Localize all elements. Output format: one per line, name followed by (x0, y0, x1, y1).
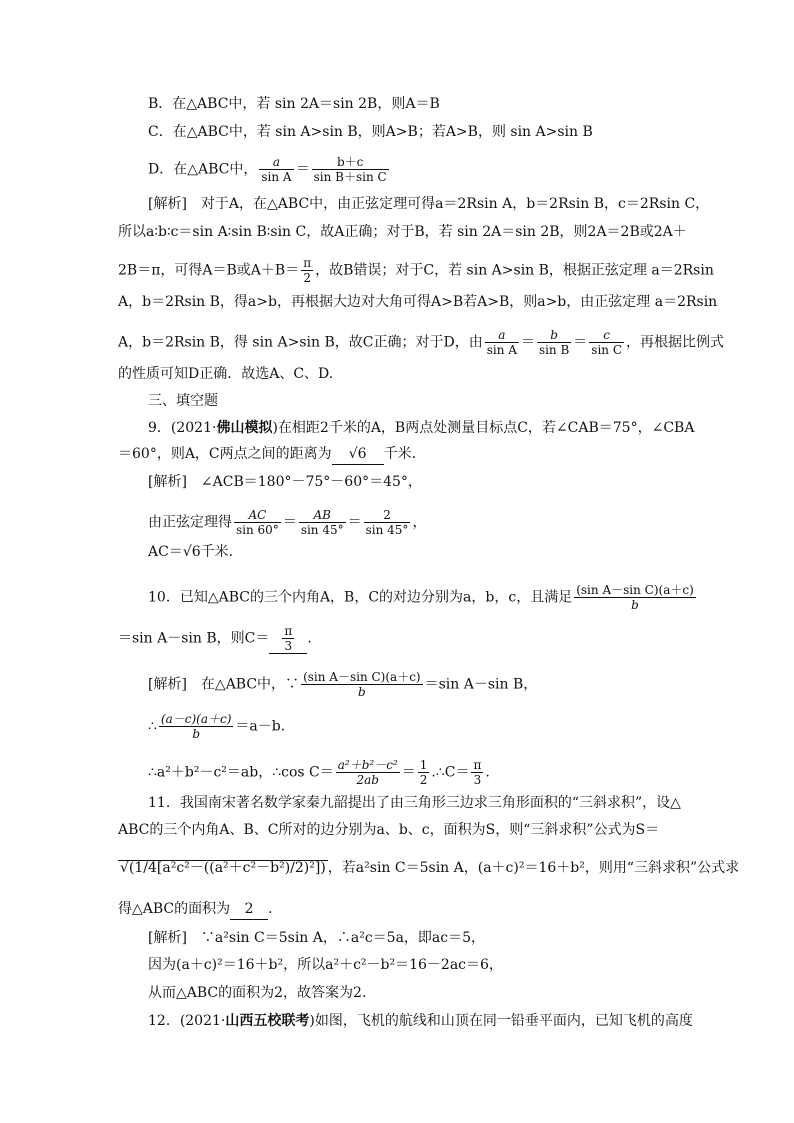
option-c: C．在△ABC中，若 sin A>sin B，则A>B；若A>B，则 sin A>sin B (148, 124, 593, 140)
text: [解析] 在△ABC中，∵ (148, 676, 300, 693)
fraction (485, 328, 519, 357)
fraction-denominator: sin C (591, 343, 623, 357)
fraction-numerator: (sin A－sin C)(a＋c) (576, 583, 694, 597)
text: ∴a²＋b²－c²＝ab，∴cos C＝ (148, 764, 334, 781)
text: A，b＝2Rsin B，得 sin A>sin B，故C正确；对于D，由 (118, 334, 483, 351)
fraction (301, 256, 313, 285)
fraction-denominator: sin A (261, 170, 292, 184)
question-11-line-1: 11．我国南宋著名数学家秦九韶提出了由三角形三边求三角形面积的“三斜求积”，设△ (148, 795, 681, 811)
three-oblique-formula: √(1/4[a²c²－((a²＋c²－b²)/2)²]) (120, 860, 326, 876)
source-label: 山西五校联考 (225, 1013, 310, 1029)
solution-9-line-2: 由正弦定理得 $\frac{AC}{\sin 60^\circ}$ ＝ $\frac{AB}{\sin 45^\circ}$ ＝ $\frac{2}{\sin 45^\circ}$ ， (148, 508, 427, 537)
question-12-line-1 (148, 1011, 693, 1031)
answer-blank: 2 (230, 899, 268, 920)
fraction (234, 508, 281, 537)
fraction-numerator: b (537, 328, 571, 343)
fraction-denominator: sin A (486, 343, 517, 357)
solution-8-line-6: 的性质可知D正确．故选A、C、D. (118, 366, 334, 382)
fraction-denominator: sin B (538, 343, 570, 357)
fraction (282, 624, 294, 653)
fraction-numerator: a²＋b²－c² (337, 758, 398, 772)
answer-blank (269, 624, 307, 654)
solution-8-line-3 (118, 256, 714, 285)
fraction (336, 758, 400, 787)
text: 12．(2021· (148, 1013, 226, 1029)
text: 2B＝π，可得A＝B或A＋B＝ (118, 262, 300, 279)
fraction (471, 758, 483, 787)
equals-sign: ＝ (295, 161, 310, 178)
text: ，再根据比例式 (626, 334, 725, 351)
answer-blank: √6 (332, 444, 384, 465)
fraction-numerator: a (259, 155, 293, 170)
solution-11-line-2: 因为(a＋c)²＝16＋b²，所以a²＋c²－b²＝16－2ac＝6， (148, 957, 503, 973)
source-label: 佛山模拟 (216, 420, 273, 436)
text: ，故B错误；对于C，若 sin A>sin B，根据正弦定理 a＝2Rsin (315, 262, 714, 279)
fraction-numerator: AC (234, 508, 281, 523)
fraction-denominator: b (192, 727, 200, 741)
option-d-label: D．在△ABC中， (148, 161, 258, 178)
fraction-numerator: π (284, 624, 293, 638)
solution-8-line-2: 所以a∶b∶c＝sin A∶sin B∶sin C，故A正确；对于B，若 sin 2A＝sin 2B，则2A＝2B或2A＋ (118, 224, 687, 240)
text: ，若a²sin C＝5sin A，(a＋c)²＝16＋b²，则用“三斜求积”公式求 (327, 860, 740, 876)
text: ＝60°，则A，C两点之间的距离为 (118, 446, 332, 462)
fraction-denominator: sin 45° (365, 523, 409, 537)
text: ＝sin A－sin B， (424, 676, 538, 693)
fraction-denominator: 3 (284, 639, 293, 653)
fraction (589, 328, 624, 357)
solution-10-line-3 (148, 758, 490, 787)
question-11-line-4 (118, 899, 273, 920)
solution-9-line-3: AC＝√6千米． (148, 544, 243, 560)
solution-8-line-5: A，b＝2Rsin B，得 sin A>sin B，故C正确；对于D，由 $\frac{a}{\text{sin A}}$ ＝ $\frac{b}{\text{sin B}}$ ＝ $\frac{c}{\text{sin C}}$ ，再根据比例式 (118, 328, 725, 357)
fraction (259, 155, 293, 184)
fraction-numerator: (sin A－sin C)(a＋c) (303, 670, 421, 684)
fraction-denominator: sin 60° (236, 523, 279, 537)
question-10-line-1 (148, 583, 698, 612)
fraction-denominator: 2 (419, 773, 428, 787)
text: 千米． (383, 446, 426, 462)
text: . (268, 901, 273, 917)
fraction (299, 508, 346, 537)
solution-11-line-1: [解析] ∵a²sin C＝5sin A，∴a²c＝5a，即ac＝5， (148, 930, 486, 946)
fraction-denominator: sin 45° (300, 523, 344, 537)
option-d (148, 155, 391, 184)
solution-8-line-4: A，b＝2Rsin B，得a>b，再根据大边对大角可得A>B若A>B，则a>b，由正弦定理 a＝2Rsin (118, 294, 718, 310)
fraction-numerator: 2 (364, 508, 411, 523)
fraction (418, 758, 430, 787)
text: )如图，飞机的航线和山顶在同一铅垂平面内，已知飞机的高度 (309, 1013, 693, 1029)
fraction-denominator: sin B＋sin C (313, 170, 387, 184)
fraction-numerator: 1 (419, 758, 428, 772)
fraction-numerator: b＋c (312, 155, 389, 170)
fraction-numerator: π (473, 758, 482, 772)
solution-10-line-1 (148, 670, 537, 699)
solution-10-line-2 (148, 712, 285, 741)
text: 10．已知△ABC的三个内角A，B，C的对边分别为a，b，c，且满足 (148, 589, 573, 606)
fraction (537, 328, 571, 357)
text: . (307, 630, 312, 647)
section-heading: 三、填空题 (148, 393, 218, 409)
question-9-line-2 (118, 444, 426, 465)
question-9-line-1 (148, 418, 694, 438)
solution-11-line-3: 从而△ABC的面积为2，故答案为2. (148, 985, 367, 1001)
fraction (364, 508, 411, 537)
text: ＝ (401, 764, 416, 781)
fraction-denominator: 2 (303, 271, 311, 285)
fraction-denominator: b (631, 598, 639, 612)
text: ， (412, 514, 427, 531)
question-11-line-3 (118, 858, 739, 878)
solution-9-line-1: [解析] ∠ACB＝180°－75°－60°＝45°， (148, 474, 422, 490)
fraction-denominator: 3 (473, 773, 482, 787)
fraction-numerator: c (589, 328, 624, 343)
fraction-numerator: π (303, 256, 312, 270)
fraction-denominator: b (357, 685, 366, 699)
fraction-denominator: 2ab (356, 773, 379, 787)
fraction (159, 712, 233, 741)
fraction (301, 670, 423, 699)
fraction-numerator: a (485, 328, 519, 343)
text: 由正弦定理得 (148, 514, 232, 531)
text: .∴C＝ (431, 764, 470, 781)
fraction (574, 583, 696, 612)
text: ＝a－b. (235, 718, 286, 735)
text: 9．(2021· (148, 420, 217, 436)
fraction-numerator: (a－c)(a＋c) (160, 712, 232, 726)
option-b: B．在△ABC中，若 sin 2A＝sin 2B，则A＝B (148, 96, 440, 112)
text: ＝sin A－sin B，则C＝ (118, 630, 270, 647)
text: . (485, 764, 490, 781)
fraction (312, 155, 389, 184)
text: )在相距2千米的A，B两点处测量目标点C，若∠CAB＝75°，∠CBA (272, 420, 695, 436)
solution-8-line-1: [解析] 对于A，在△ABC中，由正弦定理可得a＝2Rsin A，b＝2Rsin B，c＝2Rsin C， (148, 196, 710, 212)
text: ∴ (148, 718, 157, 735)
text: 得△ABC的面积为 (118, 901, 231, 917)
question-11-line-2: ABC的三个内角A、B、C所对的边分别为a、b、c，面积为S，则“三斜求积”公式为S＝ (118, 822, 660, 838)
question-10-line-2 (118, 624, 312, 654)
fraction-numerator: AB (299, 508, 346, 523)
